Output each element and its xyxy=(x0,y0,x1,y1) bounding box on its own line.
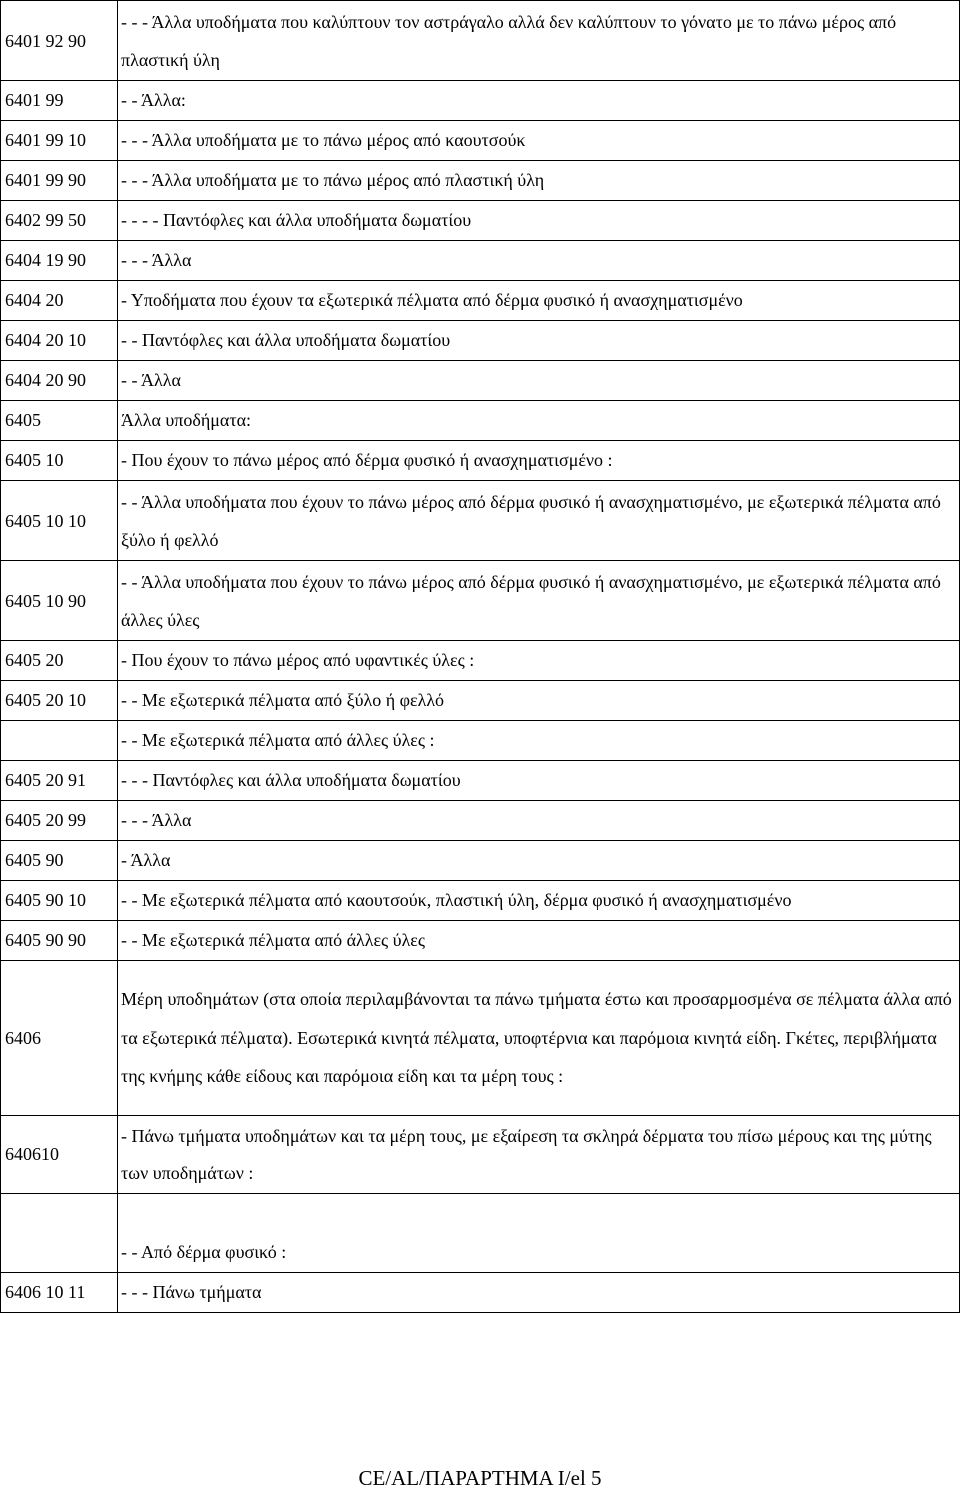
tariff-code: 640610 xyxy=(1,1116,118,1194)
tariff-code: 6401 92 90 xyxy=(1,1,118,81)
table-row xyxy=(1,761,960,801)
table-row xyxy=(1,881,960,921)
tariff-code: 6405 20 99 xyxy=(1,801,118,841)
table-row xyxy=(1,801,960,841)
table-row xyxy=(1,481,960,561)
tariff-code: 6405 20 10 xyxy=(1,681,118,721)
table-row xyxy=(1,401,960,441)
tariff-code: 6401 99 90 xyxy=(1,161,118,201)
tariff-description: - - Με εξωτερικά πέλματα από άλλες ύλες xyxy=(118,921,960,961)
tariff-code: 6405 90 10 xyxy=(1,881,118,921)
tariff-description: - - - Άλλα υποδήματα με το πάνω μέρος από πλαστική ύλη xyxy=(118,161,960,201)
tariff-description: - - Άλλα xyxy=(118,361,960,401)
table-row xyxy=(1,121,960,161)
table-row xyxy=(1,681,960,721)
table-row xyxy=(1,1116,960,1194)
tariff-description: - - Με εξωτερικά πέλματα από ξύλο ή φελλό xyxy=(118,681,960,721)
table-row xyxy=(1,721,960,761)
table-row xyxy=(1,81,960,121)
tariff-code xyxy=(1,1194,118,1273)
tariff-description: - - - Πάνω τμήματα xyxy=(118,1273,960,1313)
tariff-code: 6405 10 10 xyxy=(1,481,118,561)
table-row xyxy=(1,241,960,281)
tariff-description: - Άλλα xyxy=(118,841,960,881)
tariff-code xyxy=(1,721,118,761)
tariff-description: - - - - Παντόφλες και άλλα υποδήματα δωματίου xyxy=(118,201,960,241)
page-footer xyxy=(0,1466,960,1491)
tariff-code: 6405 10 xyxy=(1,441,118,481)
tariff-description: - - Με εξωτερικά πέλματα από άλλες ύλες : xyxy=(118,721,960,761)
tariff-description: - - - Άλλα υποδήματα που καλύπτουν τον αστράγαλο αλλά δεν καλύπτουν το γόνατο με το πάνω μέρος από πλαστική ύλη xyxy=(118,1,960,81)
tariff-description: - - Παντόφλες και άλλα υποδήματα δωματίου xyxy=(118,321,960,361)
tariff-description: - - Με εξωτερικά πέλματα από καουτσούκ, πλαστική ύλη, δέρμα φυσικό ή ανασχηματισμένο xyxy=(118,881,960,921)
tariff-description: - - - Άλλα υποδήματα με το πάνω μέρος από καουτσούκ xyxy=(118,121,960,161)
tariff-description: Άλλα υποδήματα: xyxy=(118,401,960,441)
tariff-description: - Που έχουν το πάνω μέρος από δέρμα φυσικό ή ανασχηματισμένο : xyxy=(118,441,960,481)
tariff-description: - Πάνω τμήματα υποδημάτων και τα μέρη τους, με εξαίρεση τα σκληρά δέρματα του πίσω μέρους και της μύτης των υποδημάτων : xyxy=(118,1116,960,1194)
tariff-description: - - Άλλα: xyxy=(118,81,960,121)
tariff-code: 6404 20 xyxy=(1,281,118,321)
table-row xyxy=(1,201,960,241)
table-row xyxy=(1,161,960,201)
table-row xyxy=(1,281,960,321)
table-row xyxy=(1,1194,960,1273)
table-row xyxy=(1,561,960,641)
tariff-code: 6404 19 90 xyxy=(1,241,118,281)
tariff-description: - - Άλλα υποδήματα που έχουν το πάνω μέρος από δέρμα φυσικό ή ανασχηματισμένο, με εξωτερικά πέλματα από ξύλο ή φελλό xyxy=(118,481,960,561)
tariff-code: 6405 10 90 xyxy=(1,561,118,641)
tariff-code: 6405 90 xyxy=(1,841,118,881)
table-row xyxy=(1,361,960,401)
tariff-code: 6406 xyxy=(1,961,118,1116)
table-row xyxy=(1,641,960,681)
table-row xyxy=(1,321,960,361)
table-row xyxy=(1,441,960,481)
table-row xyxy=(1,1273,960,1313)
tariff-code: 6402 99 50 xyxy=(1,201,118,241)
tariff-code: 6405 xyxy=(1,401,118,441)
tariff-description: - Που έχουν το πάνω μέρος από υφαντικές ύλες : xyxy=(118,641,960,681)
tariff-code: 6405 20 xyxy=(1,641,118,681)
tariff-description: - - - Παντόφλες και άλλα υποδήματα δωματίου xyxy=(118,761,960,801)
document-reference: CE/AL/ΠΑΡΑΡΤΗΜΑ I/el 5 xyxy=(358,1466,602,1490)
table-row xyxy=(1,1,960,81)
tariff-code: 6401 99 xyxy=(1,81,118,121)
tariff-code: 6404 20 10 xyxy=(1,321,118,361)
tariff-code: 6405 20 91 xyxy=(1,761,118,801)
table-row xyxy=(1,921,960,961)
tariff-code: 6401 99 10 xyxy=(1,121,118,161)
tariff-description: - - - Άλλα xyxy=(118,241,960,281)
tariff-description: - - Από δέρμα φυσικό : xyxy=(118,1194,960,1273)
tariff-code: 6406 10 11 xyxy=(1,1273,118,1313)
tariff-code: 6405 90 90 xyxy=(1,921,118,961)
tariff-description: - - - Άλλα xyxy=(118,801,960,841)
table-row xyxy=(1,841,960,881)
tariff-description: Μέρη υποδημάτων (στα οποία περιλαμβάνονται τα πάνω τμήματα έστω και προσαρμοσμένα σε πέλματα άλλα από τα εξωτερικά πέλματα). Εσωτερικά κινητά πέλματα, υποφτέρνια και παρόμοια κινητά είδη. Γκέτες, περιβλήματα της κνήμης κάθε είδους και παρόμοια είδη και τα μέρη τους : xyxy=(118,961,960,1116)
tariff-code: 6404 20 90 xyxy=(1,361,118,401)
table-row xyxy=(1,961,960,1116)
tariff-description: - - Άλλα υποδήματα που έχουν το πάνω μέρος από δέρμα φυσικό ή ανασχηματισμένο, με εξωτερικά πέλματα από άλλες ύλες xyxy=(118,561,960,641)
tariff-description: - Υποδήματα που έχουν τα εξωτερικά πέλματα από δέρμα φυσικό ή ανασχηματισμένο xyxy=(118,281,960,321)
